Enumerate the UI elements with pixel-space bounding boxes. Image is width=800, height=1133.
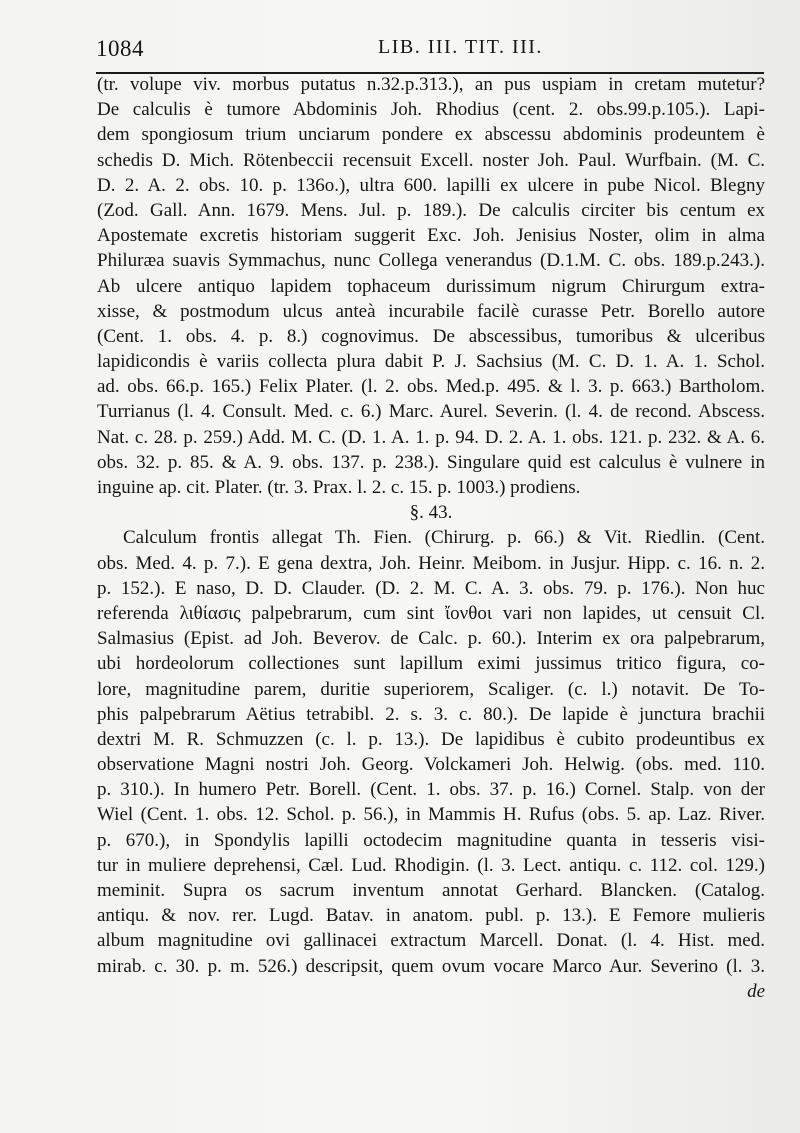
- text-line: Philuræa suavis Symmachus, nunc Collega venerandus (D.1.M. C. obs. 189.p.243.).: [97, 250, 765, 272]
- text-line: Turrianus (l. 4. Consult. Med. c. 6.) Marc. Aurel. Severin. (l. 4. de recond. Abscess.: [97, 401, 765, 423]
- text-line: De calculis è tumore Abdominis Joh. Rhodius (cent. 2. obs.99.p.105.). Lapi-: [97, 99, 765, 121]
- text-line: Calculum frontis allegat Th. Fien. (Chirurg. p. 66.) & Vit. Riedlin. (Cent.: [123, 527, 765, 549]
- text-line: inguine ap. cit. Plater. (tr. 3. Prax. l. 2. c. 15. p. 1003.) prodiens.: [97, 477, 581, 498]
- body-text: [97, 72, 765, 1004]
- page-header: [96, 36, 766, 66]
- text-line: (tr. volupe viv. morbus putatus n.32.p.313.), an pus uspiam in cretam mutetur?: [97, 74, 765, 95]
- text-line: obs. 32. p. 85. & A. 9. obs. 137. p. 238.). Singulare quid est calculus è vulnere in: [97, 451, 765, 473]
- text-line: schedis D. Mich. Rötenbeccii recensuit Excell. noster Joh. Paul. Wurfbain. (M. C.: [97, 149, 765, 171]
- text-line: lore, magnitudine parem, duritie superiorem, Scaliger. (c. l.) notavit. De To-: [97, 678, 765, 700]
- text-line: (Zod. Gall. Ann. 1679. Mens. Jul. p. 189.). De calculis circiter bis centum ex: [97, 199, 765, 221]
- text-line: ubi hordeolorum collectiones sunt lapillum eximi jussimus tritico figura, co-: [97, 653, 765, 675]
- text-line: ad. obs. 66.p. 165.) Felix Plater. (l. 2. obs. Med.p. 495. & l. 3. p. 663.) Bartholom.: [97, 376, 765, 398]
- text-line: lapidicondis è variis collecta plura dabit P. J. Sachsius (M. C. D. 1. A. 1. Schol.: [97, 351, 765, 373]
- text-line: (Cent. 1. obs. 4. p. 8.) cognovimus. De abscessibus, tumoribus & ulceribus: [97, 325, 765, 347]
- text-line: meminit. Supra os sacrum inventum annotat Gerhard. Blancken. (Catalog.: [97, 880, 765, 901]
- catchword: de: [747, 980, 765, 1002]
- text-line: album magnitudine ovi gallinacei extractum Marcell. Donat. (l. 4. Hist. med.: [97, 930, 765, 952]
- text-line: p. 152.). E naso, D. D. Clauder. (D. 2. M. C. A. 3. obs. 79. p. 176.). Non huc: [97, 577, 765, 599]
- text-line: Salmasius (Epist. ad Joh. Beverov. de Calc. p. 60.). Interim ex ora palpebrarum,: [97, 628, 765, 650]
- text-line: xisse, & postmodum ulcus anteà incurabile facilè curasse Petr. Borello autore: [97, 300, 765, 322]
- text-line: D. 2. A. 2. obs. 10. p. 136o.), ultra 600. lapilli ex ulcere in pube Nicol. Blegny: [97, 174, 765, 196]
- text-line: Ab ulcere antiquo lapidem tophaceum durissimum nigrum Chirurgum extra-: [97, 275, 765, 297]
- text-line: antiqu. & nov. rer. Lugd. Batav. in anatom. publ. p. 13.). E Femore mulieris: [97, 905, 765, 927]
- text-line: mirab. c. 30. p. m. 526.) descripsit, quem ovum vocare Marco Aur. Severino (l. 3.: [97, 955, 765, 977]
- page-number: 1084: [96, 36, 144, 61]
- running-head: LIB. III. TIT. III.: [378, 36, 543, 58]
- text-line: Nat. c. 28. p. 259.) Add. M. C. (D. 1. A. 1. p. 94. D. 2. A. 1. obs. 121. p. 232. & A. 6.: [97, 426, 765, 448]
- text-line: observatione Magni nostri Joh. Georg. Volckameri Joh. Helwig. (obs. med. 110.: [97, 754, 765, 776]
- text-line: phis palpebrarum Aëtius tetrabibl. 2. s. 3. c. 80.). De lapide è junctura brachii: [97, 703, 765, 725]
- text-line: tur in muliere deprehensi, Cæl. Lud. Rhodigin. (l. 3. Lect. antiqu. c. 112. col. 129.): [97, 854, 765, 876]
- text-line: Apostemate excretis historiam suggerit Exc. Joh. Jenisius Noster, olim in alma: [97, 225, 765, 247]
- text-line: p. 310.). In humero Petr. Borell. (Cent. 1. obs. 37. p. 16.) Cornel. Stalp. von der: [97, 779, 765, 801]
- text-line: dem spongiosum trium unciarum pondere ex abscessu abdominis prodeuntem è: [97, 124, 765, 146]
- text-line: p. 670.), in Spondylis lapilli octodecim magnitudine quanta in tesseris visi-: [97, 829, 765, 851]
- section-number: §. 43.: [409, 502, 453, 524]
- text-line: obs. Med. 4. p. 7.). E gena dextra, Joh. Heinr. Meibom. in Jusjur. Hipp. c. 16. n. 2.: [97, 552, 765, 574]
- text-line: dextri M. R. Schmuzzen (c. l. p. 13.). De lapidibus è cubito prodeuntibus ex: [97, 728, 765, 750]
- text-line: Wiel (Cent. 1. obs. 12. Schol. p. 56.), in Mammis H. Rufus (obs. 5. ap. Laz. River.: [97, 804, 765, 826]
- text-line: referenda λιθίασις palpebrarum, cum sint ἴονθοι vari non lapides, ut censuit Cl.: [97, 602, 765, 624]
